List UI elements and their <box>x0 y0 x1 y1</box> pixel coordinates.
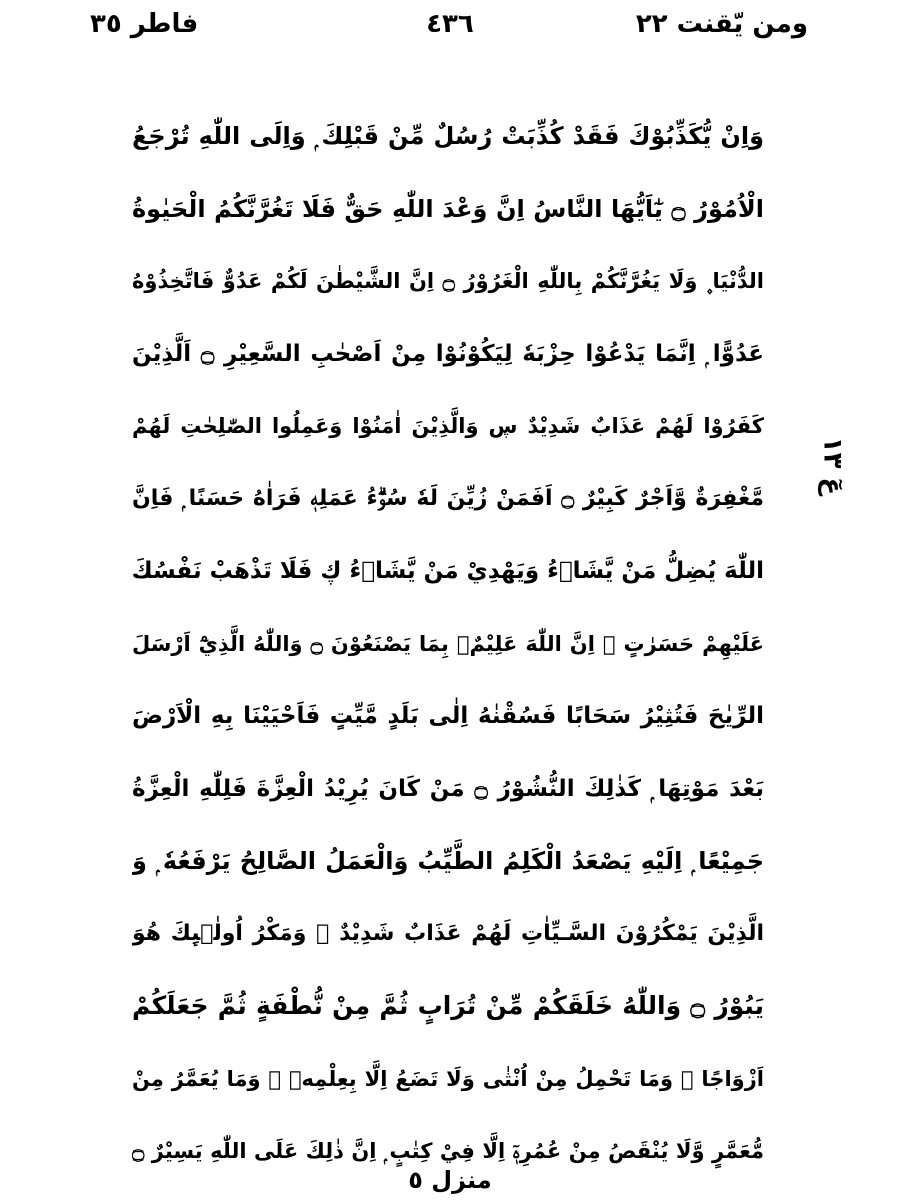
verse-line-2: الْاُمُوْرُ ۝ يٰٓاَيُّهَا النَّاسُ اِنَّ وَعْدَ اللّٰهِ حَقٌّ فَلَا تَغُرَّنَّكُمُ الْحَيٰوةُ <box>132 194 764 223</box>
verse-line-13: يَبُوْرُ ۝ وَاللّٰهُ خَلَقَكُمْ مِّنْ تُرَابٍ ثُمَّ مِنْ نُّطْفَةٍ ثُمَّ جَعَلَكُمْ <box>132 991 764 1020</box>
verse-line-14: اَزْوَاجًا ۭ وَمَا تَحْمِلُ مِنْ اُنْثٰى وَلَا تَضَعُ اِلَّا بِعِلْمِهٖ ۭ وَمَا يُعَمَّرُ مِنْ <box>132 1066 764 1091</box>
verse-line-9: الرِّيٰحَ فَتُثِيْرُ سَحَابًا فَسُقْنٰهُ اِلٰى بَلَدٍ مَّيِّتٍ فَاَحْيَيْنَا بِهِ الْاَرْضَ <box>132 703 764 729</box>
verse-line-3: الدُّنْيَا ۪ وَلَا يَغُرَّنَّكُمْ بِاللّٰهِ الْغَرُوْرُ ۝ اِنَّ الشَّيْطٰنَ لَكُمْ عَدُوٌّ فَاتَّخِذُوْهُ <box>132 269 764 293</box>
page-header <box>0 4 900 44</box>
ruku-marker-text: عٓ ١٣ <box>817 436 847 496</box>
surah-label: فاطر ٣٥ <box>90 9 199 39</box>
juz-label: ومن يّقنت ٢٢ <box>635 9 808 39</box>
verse-line-5: كَفَرُوْا لَهُمْ عَذَابٌ شَدِيْدٌ ڛ وَالَّذِيْنَ اٰمَنُوْا وَعَمِلُوا الصّٰلِحٰتِ لَهُمْ <box>132 414 764 438</box>
ruku-marker <box>812 428 852 504</box>
verse-line-6: مَّغْفِرَةٌ وَّاَجْرٌ كَبِيْرٌ ۝ اَفَمَنْ زُيِّنَ لَهٗ سُوْۗءُ عَمَلِهٖ فَرَاٰهُ حَسَنًا ۭ فَاِنَّ <box>132 485 764 511</box>
verse-line-12: الَّذِيْنَ يَمْكُرُوْنَ السَّـيِّاٰتِ لَهُمْ عَذَابٌ شَدِيْدٌ ۭ وَمَكْرُ اُولٰۗىِٕكَ هُوَ <box>132 920 764 946</box>
quran-text-block <box>132 100 764 1188</box>
verse-line-8: عَلَيْهِمْ حَسَرٰتٍ ۭ اِنَّ اللّٰهَ عَلِيْمٌۢ بِمَا يَصْنَعُوْنَ ۝ وَاللّٰهُ الَّذِيْٓ اَرْسَلَ <box>132 631 764 656</box>
page-number: ٤٣٦ <box>426 9 474 39</box>
verse-line-15: مُّعَمَّرٍ وَّلَا يُنْقَصُ مِنْ عُمُرِهٖٓ اِلَّا فِيْ كِتٰبٍ ۭ اِنَّ ذٰلِكَ عَلَى اللّٰهِ يَسِيْرٌ ۝ <box>132 1139 764 1163</box>
verse-line-4: عَدُوًّا ۭ اِنَّمَا يَدْعُوْا حِزْبَهٗ لِيَكُوْنُوْا مِنْ اَصْحٰبِ السَّعِيْرِ ۝ اَلَّذِيْنَ <box>132 340 764 367</box>
manzil-footer: منزل ٥ <box>408 1166 492 1194</box>
verse-line-11: جَمِيْعًا ۭ اِلَيْهِ يَصْعَدُ الْكَلِمُ الطَّيِّبُ وَالْعَمَلُ الصَّالِحُ يَرْفَعُهٗ ۭ وَ <box>132 847 764 875</box>
verse-line-10: بَعْدَ مَوْتِهَا ۭ كَذٰلِكَ النُّشُوْرُ ۝ مَنْ كَانَ يُرِيْدُ الْعِزَّةَ فَلِلّٰهِ الْعِزَّةُ <box>132 775 764 802</box>
verse-line-7: اللّٰهَ يُضِلُّ مَنْ يَّشَاۗءُ وَيَهْدِيْ مَنْ يَّشَاۗءُ ڮ فَلَا تَذْهَبْ نَفْسُكَ <box>132 558 764 584</box>
verse-line-1: وَاِنْ يُّكَذِّبُوْكَ فَقَدْ كُذِّبَتْ رُسُلٌ مِّنْ قَبْلِكَ ۭ وَاِلَى اللّٰهِ تُرْجَعُ <box>132 122 764 150</box>
